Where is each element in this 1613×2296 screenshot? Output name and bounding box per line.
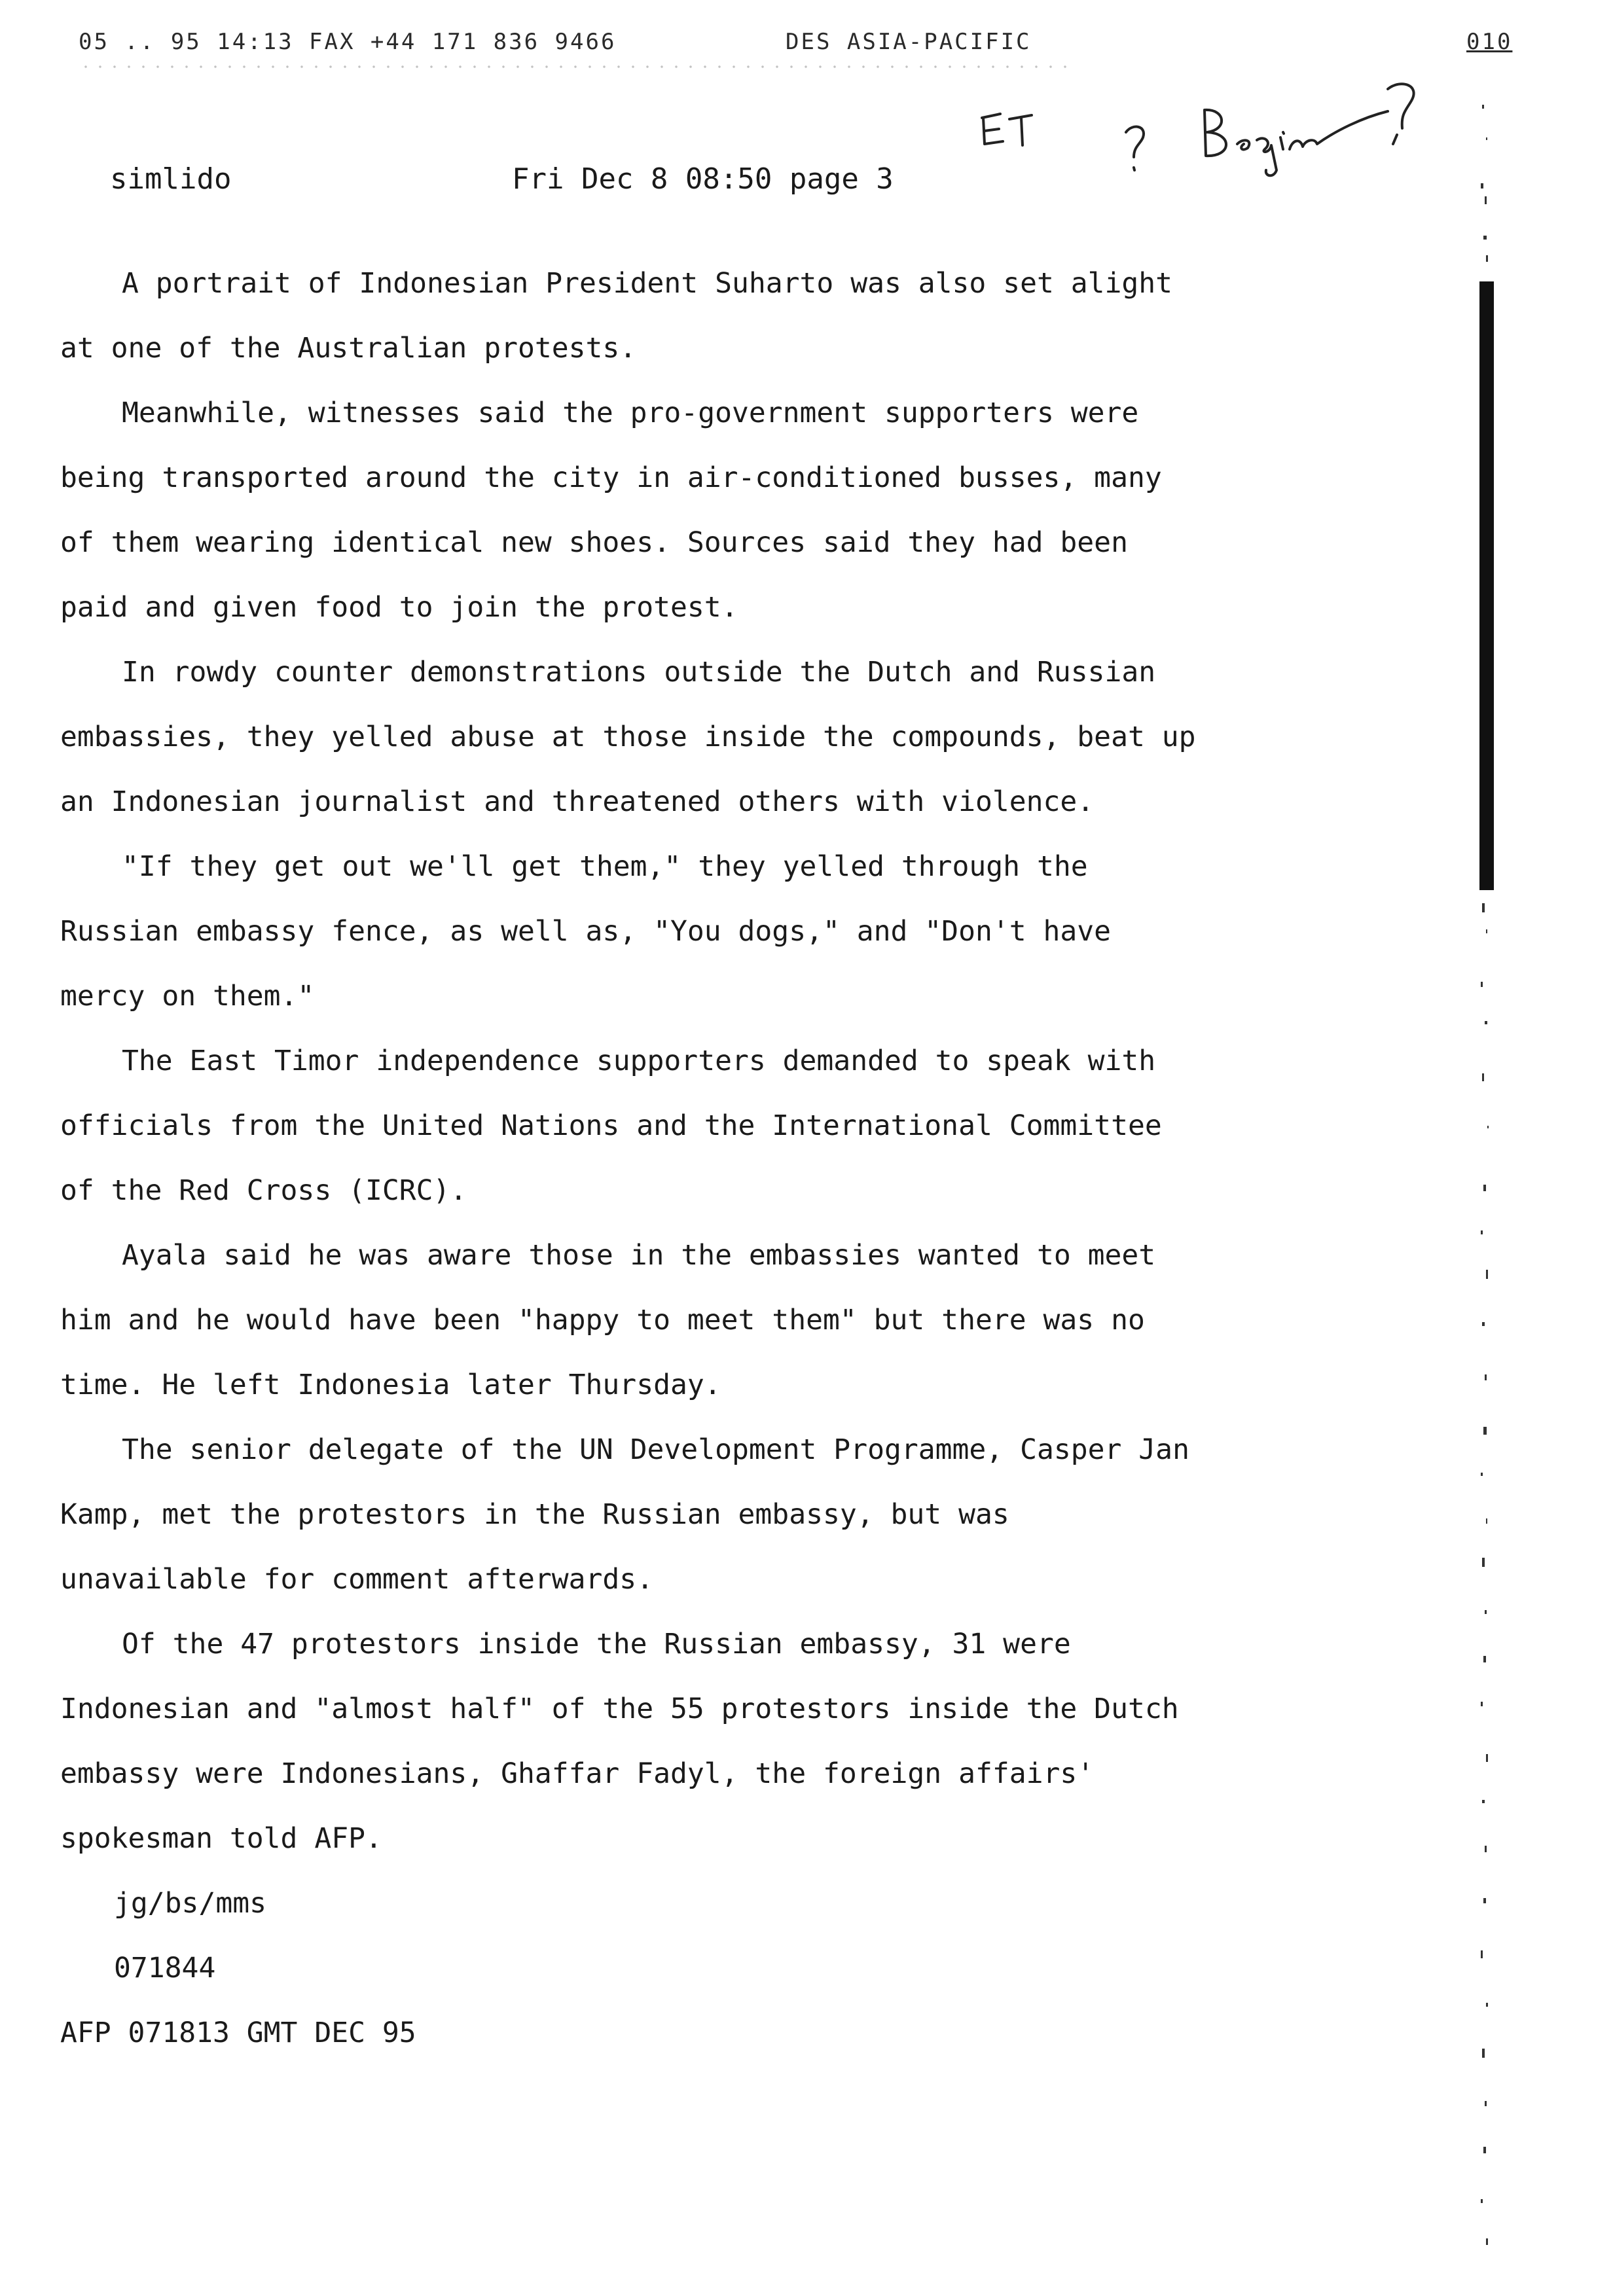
paragraph: Of the 47 protestors inside the Russian embassy, 31 were Indonesian and "almost half" of the 55 protestors inside the Dutch embassy were Indonesians, Ghaffar Fadyl, the foreign affairs' spokesman told AFP.: [60, 1628, 1179, 1855]
source-label: simlido: [110, 162, 232, 196]
afp-dateline: AFP 071813 GMT DEC 95: [60, 2017, 416, 2049]
fax-edge-noise: [1466, 79, 1506, 2293]
author-codes: jg/bs/mms: [114, 1887, 266, 1920]
paragraph: In rowdy counter demonstrations outside the Dutch and Russian embassies, they yelled abuse at those inside the compounds, beat up an Indonesian journalist and threatened others with violence.: [60, 656, 1196, 818]
date-page-label: Fri Dec 8 08:50 page 3: [512, 162, 894, 196]
fax-header-sender: DES ASIA-PACIFIC: [786, 29, 1032, 55]
fax-transmission-header: [79, 29, 1545, 68]
paragraph: A portrait of Indonesian President Suharto was also set alight at one of the Australian protests.: [60, 267, 1173, 365]
page-header: [110, 162, 1092, 208]
paragraph: "If they get out we'll get them," they yelled through the Russian embassy fence, as well as, "You dogs," and "Don't have mercy on them.": [60, 850, 1112, 1013]
story-number: 071844: [114, 1952, 216, 1984]
scan-black-bar: [1479, 281, 1494, 890]
fax-header-dotted-rule: [79, 65, 1074, 68]
fax-header-date-number: 05 .. 95 14:13 FAX +44 171 836 9466: [79, 29, 617, 55]
fax-header-page-number: 010: [1466, 29, 1513, 55]
paragraph: The East Timor independence supporters demanded to speak with officials from the United Nations and the International Committee of the Red Cross (ICRC).: [60, 1045, 1162, 1207]
paragraph: Ayala said he was aware those in the embassies wanted to meet him and he would have been "happy to meet them" but there was no time. He left Indonesia later Thursday.: [60, 1239, 1156, 1401]
paragraph: The senior delegate of the UN Development Programme, Casper Jan Kamp, met the protestors in the Russian embassy, but was unavailable for comment afterwards.: [60, 1433, 1189, 1596]
article-body: [60, 251, 1396, 2066]
fax-edge-noise-drawing: [1466, 79, 1506, 2293]
paragraph: Meanwhile, witnesses said the pro-government supporters were being transported around the city in air-conditioned busses, many of them wearing identical new shoes. Sources said they had been paid and given food to join the protest.: [60, 397, 1162, 624]
